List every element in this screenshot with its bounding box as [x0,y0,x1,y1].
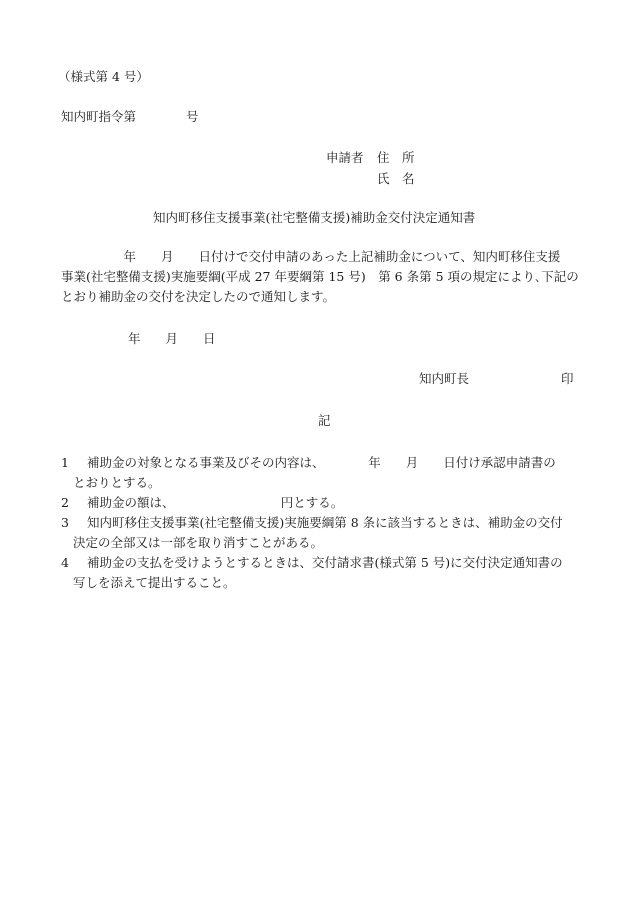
item-text: 補助金の対象となる事業及びその内容は、 年 月 日付け承認申請書の [87,455,556,470]
issuer-name: 知内町長 [419,371,470,386]
item-number: 4 [61,555,69,570]
seal-mark: 印 [561,371,574,386]
applicant-label: 申請者 [326,150,364,165]
body-paragraph-line3: とおり補助金の交付を決定したので通知します。 [61,289,336,304]
document-title: 知内町移住支援事業(社宅整備支援)補助金交付決定通知書 [153,210,476,225]
list-item [61,453,591,492]
ki-heading: 記 [318,413,331,428]
item-text: 知内町移住支援事業(社宅整備支援)実施要綱第 8 条に該当するときは、補助金の交付 [87,515,563,530]
list-item [61,553,591,592]
item-number: 2 [61,495,69,510]
decision-date: 年 月 日 [128,331,216,346]
document-number: 知内町指令第 号 [61,109,199,124]
body-paragraph: 年 月 日付けで交付申請のあった上記補助金について、知内町移住支援 [61,249,561,264]
address-label: 住 所 [377,150,415,165]
form-number: （様式第 4 号） [58,69,149,84]
item-text-continued: 写しを添えて提出すること。 [73,574,236,590]
item-number: 3 [61,515,69,530]
item-text: 補助金の支払を受けようとするときは、交付請求書(様式第 5 号)に交付決定通知書の [87,555,563,570]
body-paragraph-line2: 事業(社宅整備支援)実施要綱(平成 27 年要綱第 15 号) 第 6 条第 5 項の規定により､下記の [61,269,579,284]
name-label: 氏 名 [377,171,415,186]
item-text-continued: とおりとする。 [73,474,161,490]
item-text-continued: 決定の全部又は一部を取り消すことがある。 [73,534,324,550]
list-item [61,493,591,513]
item-number: 1 [61,455,69,470]
list-item [61,513,591,552]
item-text: 補助金の額は、 円とする。 [87,495,344,510]
